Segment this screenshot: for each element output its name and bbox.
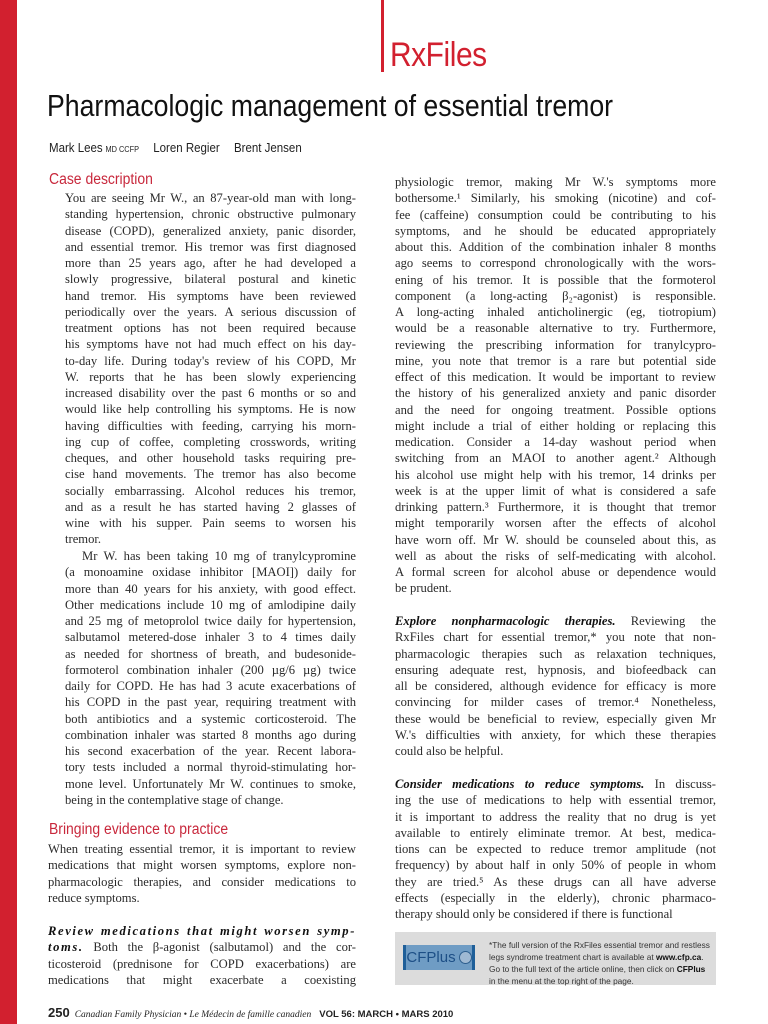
text-line: week is at the upper limit of what is considered a safe	[395, 483, 716, 498]
text-line	[48, 939, 356, 955]
text-line: standing hypertension, chronic obstructive pulmonary	[65, 207, 356, 222]
text-line: daily for COPD. He has had 3 acute exacerbations of	[65, 679, 356, 693]
consider-medications-paragraph	[395, 776, 716, 922]
text-line: RxFiles chart for essential tremor,* you note that non-	[395, 630, 716, 645]
text-line: would like help controlling his symptoms. He is now	[65, 402, 356, 417]
text-line: and the need for ongoing treatment. Possible options	[395, 402, 716, 417]
text-line: medication. Consider a 14-day washout period when	[395, 435, 716, 449]
text-line: symptoms, and he should be educated appropriately	[395, 223, 716, 238]
text-line: his second exacerbation of the year. Recent labora-	[65, 744, 356, 758]
rxfiles-logo: RxFiles	[390, 36, 487, 74]
volume-info: VOL 56: MARCH • MARS 2010	[319, 1009, 454, 1020]
text-line: tory tests included a normal thyroid-stimulating hor-	[65, 760, 356, 775]
paragraph-lead-in: Explore nonpharmacologic therapies.	[395, 614, 616, 628]
text-line: and as a result he has started having 2 glasses of	[65, 499, 356, 514]
text-line: could also be helpful.	[395, 744, 504, 758]
text-line: medications that might exacerbate a coexisting	[48, 972, 356, 987]
author-name: Mark Lees	[49, 141, 103, 155]
text-line: both antibiotics and a systemic corticosteroid. The	[65, 711, 356, 726]
globe-icon	[459, 951, 472, 964]
text-line	[48, 923, 356, 939]
author-list	[49, 141, 302, 155]
text-line: (a monoamine oxidase inhibitor [MAOI]) daily for	[65, 565, 356, 580]
text-line: When treating essential tremor, it is important to review	[48, 842, 356, 856]
text-line: fee (caffeine) consumption could be contributing to his	[395, 207, 716, 222]
cfplus-text: . Go to the full text of the article online, then click on	[489, 952, 704, 974]
cfplus-logo[interactable]	[403, 945, 475, 970]
text-line: frequency) by about half in only 50% of people in whom	[395, 858, 716, 873]
text-line: reviewing the prescribing information for tranylcypro-	[395, 337, 716, 352]
page-footer	[48, 1004, 453, 1022]
text-line: W.'s difficulties with anxiety, for which these therapies	[395, 727, 716, 742]
text-line: effects (especially in the elderly), chronic pharmaco-	[395, 890, 716, 905]
text-line: tions can be expected to reduce tremor amplitude (not	[395, 842, 716, 856]
text-line: be prudent.	[395, 581, 452, 596]
cfp-url-link[interactable]: www.cfp.ca	[655, 952, 702, 962]
text-line: wine with his supper. Pain seems to worsen his	[65, 516, 356, 530]
text-line: Mr W. has been taking 10 mg of tranylcypromine	[82, 549, 356, 563]
text-line: and 25 mg of metoprolol twice daily for hypertension,	[65, 614, 356, 628]
text-line: component (a long-acting β₂-agonist) is responsible.	[395, 288, 716, 303]
page-number: 250	[48, 1005, 70, 1020]
text-line: tremor.	[65, 532, 102, 547]
text-line: increased disability over the past 6 months or so and	[65, 386, 356, 400]
text-line: slowly progressive, bilateral postural and kinetic	[65, 272, 356, 287]
section-heading-case: Case description	[49, 171, 153, 188]
text-line: would be a reasonable alternative to try. Furthermore,	[395, 321, 716, 336]
journal-name: Canadian Family Physician • Le Médecin de famille canadien	[74, 1010, 312, 1020]
text-line: being in the contemplative stage of change.	[65, 792, 284, 807]
text-line: A long-acting inhaled anticholinergic (eg, tiotropium)	[395, 305, 716, 319]
text-line: periodically over the years. A serious discussion of	[65, 304, 356, 319]
text-line: to-day life. During today's review of his COPD, Mr	[65, 353, 356, 368]
explore-nonpharmacologic-paragraph	[395, 613, 716, 759]
text-line: more than 25 years ago, after he had developed a	[65, 256, 356, 270]
text-line: the history of his generalized anxiety and panic disorder	[395, 386, 716, 401]
text-line: all be considered, although evidence for efficacy is more	[395, 679, 716, 693]
text-line: about this. Addition of the combination inhaler 8 months	[395, 240, 716, 254]
author-name: Brent Jensen	[233, 141, 302, 155]
review-medications-continued	[395, 174, 716, 597]
review-medications-paragraph	[48, 923, 356, 988]
text-line: it is important to address the reality that no drug is yet	[395, 809, 716, 824]
text-line: ing cup of coffee, completing crosswords, writing	[65, 434, 356, 449]
text-line: ago seems to correspond chronologically with the wors-	[395, 256, 716, 271]
text-line: Other medications include 10 mg of amlodipine daily	[65, 597, 356, 612]
text-line: as needed for shortness of breath, and budesonide-	[65, 646, 356, 661]
case-paragraph-2	[65, 548, 356, 808]
text-line: might include a trial of either holding or replacing this	[395, 418, 716, 433]
cfplus-logo-text: CFPlus	[406, 949, 456, 966]
text-line: drinking pattern.³ Furthermore, it is thought that tremor	[395, 500, 716, 514]
text-line: his alcohol use might help with his tremor, 14 drinks per	[395, 467, 716, 482]
text-line: ening of his tremor. It is possible that the formoterol	[395, 272, 716, 287]
text-line: well as about the risks of self-medicating with alcohol.	[395, 548, 716, 563]
red-margin-bar	[0, 0, 17, 1024]
text-line: ing the use of medications to help with essential tremor,	[395, 793, 716, 808]
text-line: have worn off. Mr W. should be counseled about this, as	[395, 532, 716, 547]
paragraph-lead-in: Review medications that might worsen symp-	[48, 924, 356, 938]
text-line: socially embarrassing. Alcohol reduces his tremor,	[65, 483, 356, 498]
text-line: they are tried.⁵ As these drugs can all have adverse	[395, 874, 716, 889]
case-paragraph-1	[65, 190, 356, 548]
text-line: A formal screen for alcohol abuse or dependence would	[395, 565, 716, 579]
text-line: might temporarily worsen after the effects of alcohol	[395, 516, 716, 531]
text-line: effect of this medication. It would be important to review	[395, 370, 716, 384]
text-line: therapy should only be considered if there is functional	[395, 907, 673, 921]
line-text: Both the β-agonist (salbutamol) and the cor-	[83, 940, 356, 955]
logo-rule	[381, 0, 384, 72]
line-text: Reviewing the	[615, 614, 716, 628]
text-line: more than 40 years for his anxiety, with good effect.	[65, 581, 356, 596]
text-line: his COPD in the past year, requiring treatment with	[65, 695, 356, 710]
text-line: formoterol combination inhaler (200 µg/6 µg) twice	[65, 662, 356, 677]
text-line: physiologic tremor, making Mr W.'s symptoms more	[395, 175, 716, 189]
text-line: reduce symptoms.	[48, 890, 140, 905]
cfplus-text: *The full version of the RxFiles essential tremor and restless legs syndrome treatment chart is available at	[489, 940, 710, 962]
author-name: Loren Regier	[153, 141, 220, 155]
text-line: available to entirely eliminate tremor. At best, medica-	[395, 825, 716, 840]
text-line	[395, 776, 716, 792]
text-line: his symptoms have not had much effect on his day-	[65, 337, 356, 352]
author-credentials: MD CCFP	[105, 145, 139, 154]
line-text: In discuss-	[644, 777, 716, 791]
article-title: Pharmacologic management of essential tremor	[47, 88, 614, 123]
section-heading-evidence: Bringing evidence to practice	[49, 821, 229, 838]
cfplus-callout	[395, 932, 716, 985]
text-line: treatment options has not been required because	[65, 321, 356, 335]
text-line: pharmacologic therapies, and consider medications to	[48, 874, 356, 889]
text-line: these would be beneficial to review, especially given Mr	[395, 711, 716, 726]
text-line: medications that might worsen symptoms, explore non-	[48, 858, 356, 873]
text-line: and essential tremor. His tremor was first diagnosed	[65, 239, 356, 254]
text-line: W. reports that he has been slowly experiencing	[65, 369, 356, 384]
text-line: convincing for milder cases of tremor.⁴ Nonetheless,	[395, 695, 716, 710]
text-line: switching from an MAOI to another agent.² Although	[395, 451, 716, 466]
text-line: cise hand movements. The tremor has also become	[65, 467, 356, 482]
paragraph-lead-in: toms.	[48, 940, 84, 955]
text-line	[395, 613, 716, 629]
cfplus-text: in the menu at the top right of the page.	[489, 976, 634, 986]
cfplus-note	[489, 939, 711, 987]
text-line: cheques, and other household tasks requiring pre-	[65, 451, 356, 465]
text-line: ensuring adequate rest, hypnosis, and biofeedback can	[395, 662, 716, 677]
text-line: bothersome.¹ Similarly, his smoking (nicotine) and cof-	[395, 191, 716, 206]
text-line: mine, you note that tremor is a rare but potential side	[395, 353, 716, 368]
text-line: salbutamol metered-dose inhaler 3 to 4 times daily	[65, 630, 356, 645]
cfplus-menu-link[interactable]: CFPlus	[676, 964, 706, 974]
paragraph-lead-in: Consider medications to reduce symptoms.	[395, 777, 645, 791]
text-line: pharmacologic therapies such as relaxation techniques,	[395, 646, 716, 661]
text-line: ticosteroid (prednisone for COPD exacerbations) are	[48, 956, 356, 971]
evidence-intro	[48, 841, 356, 906]
text-line: hand tremor. His symptoms have been reviewed	[65, 288, 356, 303]
text-line: You are seeing Mr W., an 87-year-old man with long-	[65, 191, 356, 205]
text-line: mone level. Unfortunately Mr W. continues to smoke,	[65, 776, 356, 791]
text-line: disease (COPD), generalized anxiety, panic disorder,	[65, 223, 356, 238]
text-line: combination inhaler was started 8 months ago during	[65, 727, 356, 742]
text-line: having difficulties with feeding, carrying his morn-	[65, 418, 356, 433]
